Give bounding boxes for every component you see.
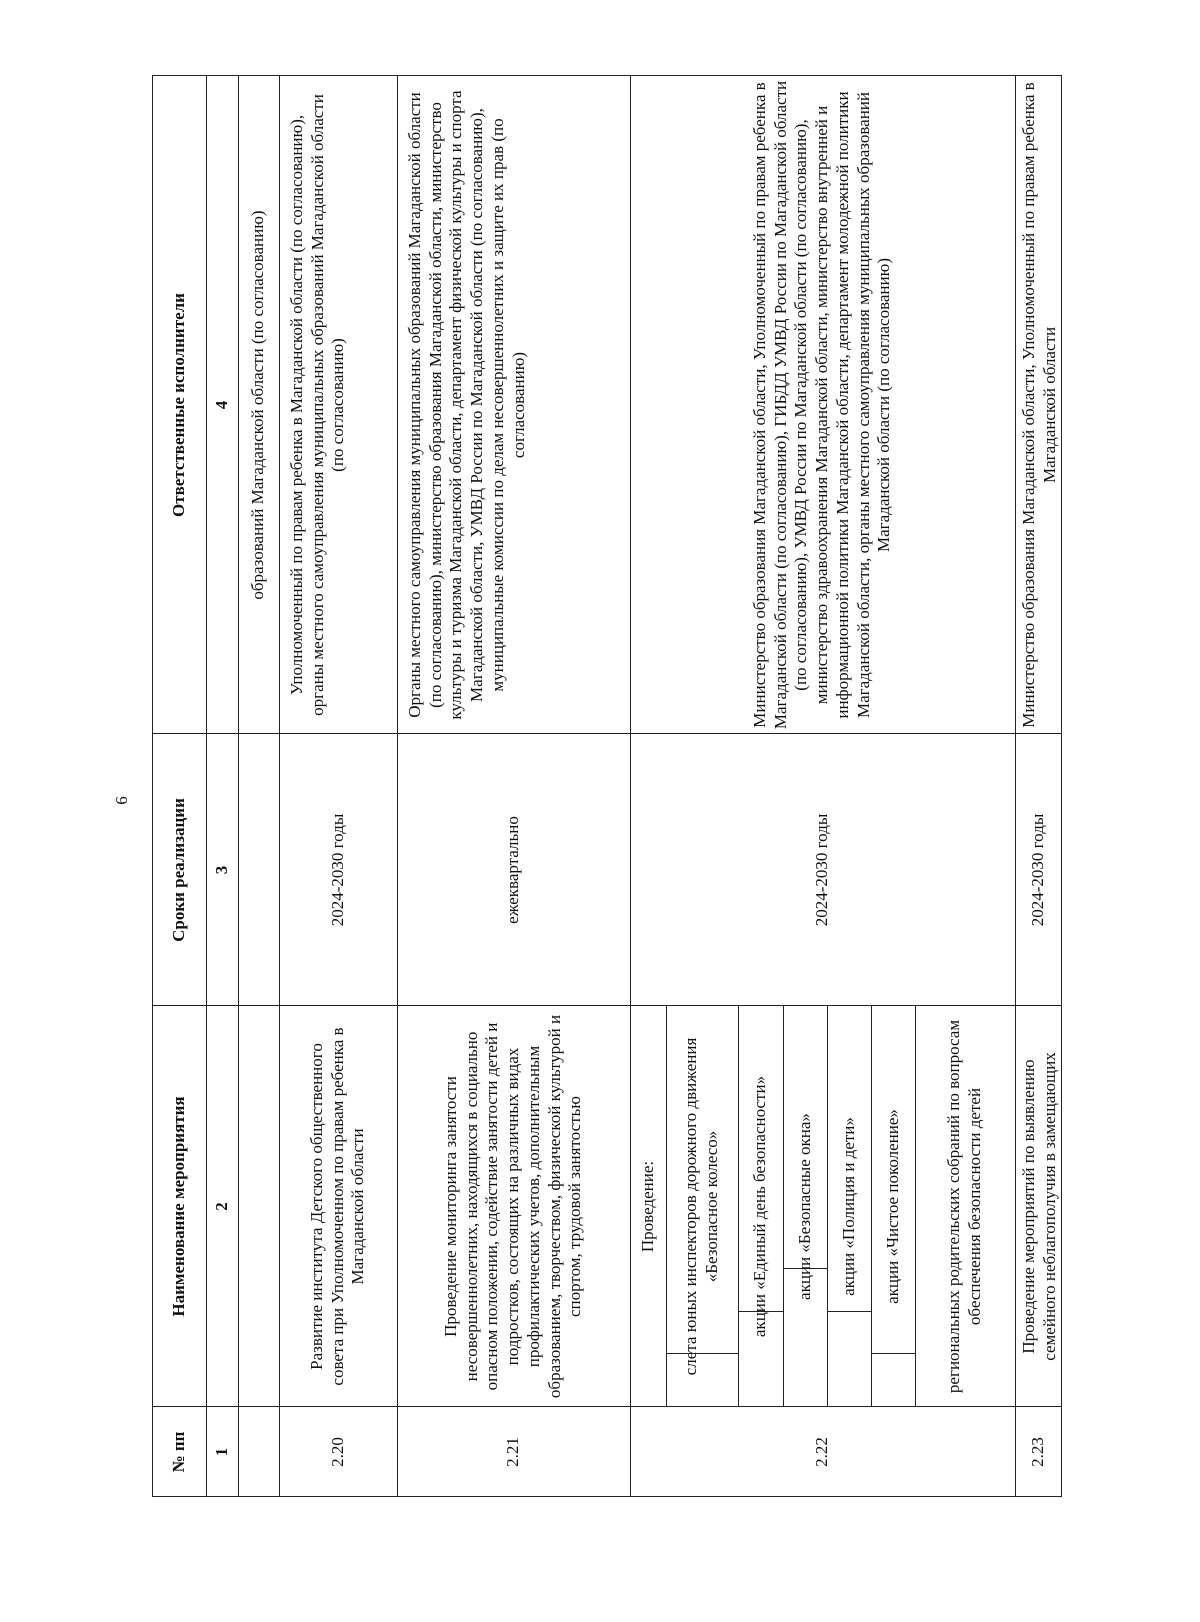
row-2-21-name: Проведение мониторинга занятости несовершеннолетних, находящихся в социально опасном положении, содействие занятости детей и подростков, состоящих на различных видах профилактических учетов, дополнительным образованием, творчеством, физической культурой и спортом, трудовой занятостью — [440, 1014, 585, 1399]
row-2-21-term: ежеквартально — [503, 816, 523, 924]
header-name: Наименование мероприятия — [168, 1096, 188, 1317]
row-2-22-subitem: акции «Единый день безопасности» — [750, 1075, 770, 1338]
index-4: 4 — [211, 400, 231, 410]
row-2-21-exec: Органы местного самоуправления муниципальных образований Магаданской области (по согласованию), министерство образования Магаданской области, министерство культуры и туризма Магаданской области, департамент физической культуры и спорта Магаданской области, УМВД России по Магаданской области (по согласованию), муниципальные комиссии по делам несовершеннолетних и защите их прав (по согласованию) — [405, 90, 528, 720]
row-2-22-subitem: слета юных инспекторов дорожного движения «Безопасное колесо» — [681, 1037, 721, 1376]
row-2-22-exec: Министерство образования Магаданской области, Уполномоченный по правам ребенка в Магаданской области (по согласованию), ГИБДД УМВД России по Магаданской области (по согласованию), УМВД России по Магаданской области (по согласованию), министерство здравоохранения Магаданской области, министерство внутренней и информационной политики Магаданской области, департамент молодежной политики Магаданской области, органы местного самоуправления муниципальных образований Магаданской области (по согласованию) — [749, 80, 894, 730]
header-exec: Ответственные исполнители — [168, 293, 188, 517]
index-1: 1 — [211, 1447, 231, 1457]
row-2-23-exec: Министерство образования Магаданской области, Уполномоченный по правам ребенка в Магаданской области — [1019, 82, 1059, 728]
row-2-22-term: 2024-2030 годы — [812, 813, 832, 927]
row-2-23-num: 2.23 — [1027, 1437, 1047, 1467]
row-2-22-subitem: акции «Безопасные окна» — [794, 1113, 814, 1300]
row-2-22-subitem: акции «Полиция и дети» — [838, 1117, 858, 1296]
row-2-22-subitem: региональных родительских собраний по вопросам обеспечения безопасности детей — [944, 1019, 984, 1394]
row-2-22-num: 2.22 — [812, 1437, 832, 1467]
table-row-continuation-exec: образований Магаданской области (по согласованию) — [248, 210, 268, 600]
row-2-23-term: 2024-2030 годы — [1027, 813, 1047, 927]
rotated-table-content — [152, 75, 1062, 1497]
page-number: 6 — [111, 796, 131, 805]
header-num: № пп — [168, 1431, 188, 1473]
row-2-21-num: 2.21 — [503, 1437, 523, 1467]
row-2-20-num: 2.20 — [327, 1437, 347, 1467]
index-2: 2 — [211, 1202, 231, 1211]
row-2-22-subitem: акции «Чистое поколение» — [882, 1109, 902, 1304]
row-2-20-name: Развитие института Детского общественного совета при Уполномоченном по правам ребенка в Магаданской области — [306, 1027, 368, 1386]
row-2-22-name-head: Проведение: — [637, 1160, 657, 1253]
measures-table — [152, 75, 1062, 1497]
row-2-23-name: Проведение мероприятий по выявлению семейного неблагополучия в замещающих — [1019, 1052, 1059, 1361]
row-2-20-term: 2024-2030 годы — [327, 813, 347, 927]
row-2-20-exec: Уполномоченный по правам ребенка в Магаданской области (по согласованию), органы местного самоуправления муниципальных образований Магаданской области (по согласованию) — [287, 94, 348, 716]
header-term: Сроки реализации — [168, 798, 188, 942]
index-3: 3 — [211, 865, 231, 875]
